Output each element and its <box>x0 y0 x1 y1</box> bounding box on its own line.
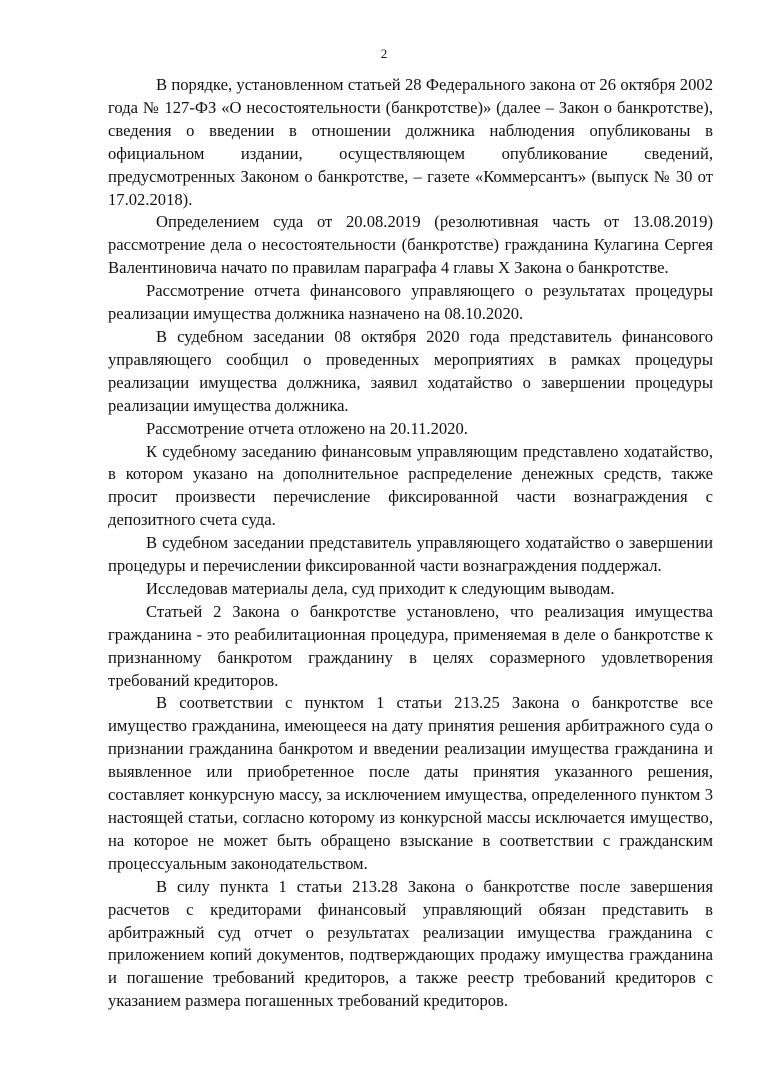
document-body <box>108 74 713 1013</box>
paragraph-article-213-25: В соответствии с пунктом 1 статьи 213.25 Закона о банкротстве все имущество гражданина, имеющееся на дату принятия решения арбитражного суда о признании гражданина банкротом и введении реализации имущества гражданина и выявленное или приобретенное после даты принятия указанного решения, составляет конкурсную массу, за исключением имущества, определенного пунктом 3 настоящей статьи, согласно которому из конкурсной массы исключается имущество, на которое не может быть обращено взыскание в соответствии с гражданским процессуальным законодательством. <box>108 693 713 873</box>
paragraph-court-ruling: Определением суда от 20.08.2019 (резолютивная часть от 13.08.2019) рассмотрение дела о несостоятельности (банкротстве) гражданина Кулагина Сергея Валентиновича начато по правилам параграфа 4 главы X Закона о банкротстве. <box>108 212 713 278</box>
paragraph-publication: В порядке, установленном статьей 28 Федерального закона от 26 октября 2002 года № 127-ФЗ «О несостоятельности (банкротстве)» (далее – Закон о банкротстве), сведения о введении в отношении должника наблюдения опубликованы в официальном издании, осуществляющем опубликование сведений, предусмотренных Законом о банкротстве, – газете «Коммерсантъ» (выпуск № 30 от 17.02.2018). <box>108 75 713 209</box>
paragraph-report-scheduled: Рассмотрение отчета финансового управляющего о результатах процедуры реализации имущества должника назначено на 08.10.2020. <box>108 281 713 324</box>
page-number: 2 <box>380 46 388 61</box>
paragraph-petition-supported: В судебном заседании представитель управляющего ходатайство о завершении процедуры и перечислении фиксированной части вознаграждения поддержал. <box>108 533 713 576</box>
paragraph-article-213-28: В силу пункта 1 статьи 213.28 Закона о банкротстве после завершения расчетов с кредиторами финансовый управляющий обязан представить в арбитражный суд отчет о результатах реализации имущества гражданина с приложением копий документов, подтверждающих продажу имущества гражданина и погашение требований кредиторов, а также реестр требований кредиторов с указанием размера погашенных требований кредиторов. <box>108 876 713 1011</box>
paragraph-court-session: В судебном заседании 08 октября 2020 года представитель финансового управляющего сообщил о проведенных мероприятиях в рамках процедуры реализации имущества должника, заявил ходатайство о завершении процедуры реализации имущества должника. <box>108 326 713 415</box>
paragraph-conclusions: Исследовав материалы дела, суд приходит к следующим выводам. <box>146 578 615 598</box>
paragraph-report-postponed: Рассмотрение отчета отложено на 20.11.2020. <box>146 418 468 438</box>
paragraph-article-2: Статьей 2 Закона о банкротстве установлено, что реализация имущества гражданина - это реабилитационная процедура, применяемая в деле о банкротстве к признанному банкротом гражданину в целях соразмерного удовлетворения требований кредиторов. <box>108 601 713 690</box>
paragraph-petition: К судебному заседанию финансовым управляющим представлено ходатайство, в котором указано на дополнительное распределение денежных средств, также просит произвести перечисление фиксированной части вознаграждения с депозитного счета суда. <box>108 441 713 530</box>
